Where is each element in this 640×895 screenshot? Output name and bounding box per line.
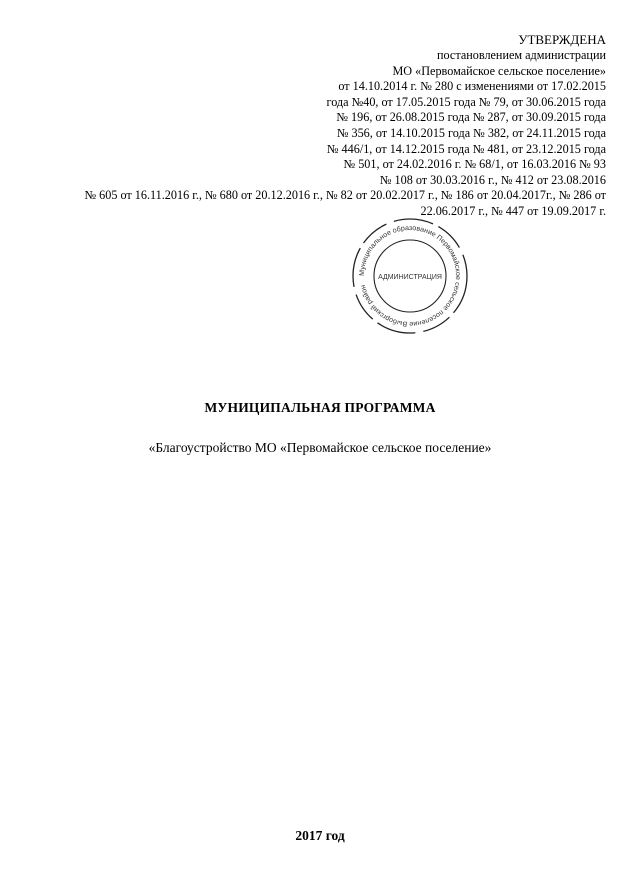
approval-line: 22.06.2017 г., № 447 от 19.09.2017 г.: [420, 203, 606, 218]
approval-line: № 446/1, от 14.12.2015 года № 481, от 23.12.2015 года: [326, 141, 606, 156]
approval-block: [84, 31, 606, 220]
document-subtitle: «Благоустройство МО «Первомайское сельское поселение»: [148, 440, 492, 455]
approval-line: № 356, от 14.10.2015 года № 382, от 24.11.2015 года: [336, 125, 606, 140]
approval-line: постановлением администрации: [437, 48, 606, 62]
official-stamp: [346, 212, 474, 340]
approval-line: № 501, от 24.02.2016 г. № 68/1, от 16.03.2016 № 93: [343, 157, 606, 172]
approval-heading: УТВЕРЖДЕНА: [518, 32, 606, 47]
approval-line: года №40, от 17.05.2015 года № 79, от 30.06.2015 года: [326, 94, 606, 109]
approval-line: № 108 от 30.03.2016 г., № 412 от 23.08.2016: [379, 172, 606, 187]
document-year: 2017 год: [295, 828, 345, 843]
approval-line: МО «Первомайское сельское поселение»: [392, 63, 606, 78]
approval-line: от 14.10.2014 г. № 280 с изменениями от 17.02.2015: [338, 79, 606, 94]
stamp-center-text: АДМИНИСТРАЦИЯ: [378, 274, 442, 281]
approval-line: № 605 от 16.11.2016 г., № 680 от 20.12.2016 г., № 82 от 20.02.2017 г., № 186 от 20.04.2017г., № 286 от: [84, 188, 606, 203]
stamp-ring-text: Муниципальное образование Первомайское сельское поселение Выборгский район: [358, 224, 462, 328]
document-title: МУНИЦИПАЛЬНАЯ ПРОГРАММА: [204, 400, 436, 415]
approval-line: № 196, от 26.08.2015 года № 287, от 30.09.2015 года: [336, 110, 606, 125]
